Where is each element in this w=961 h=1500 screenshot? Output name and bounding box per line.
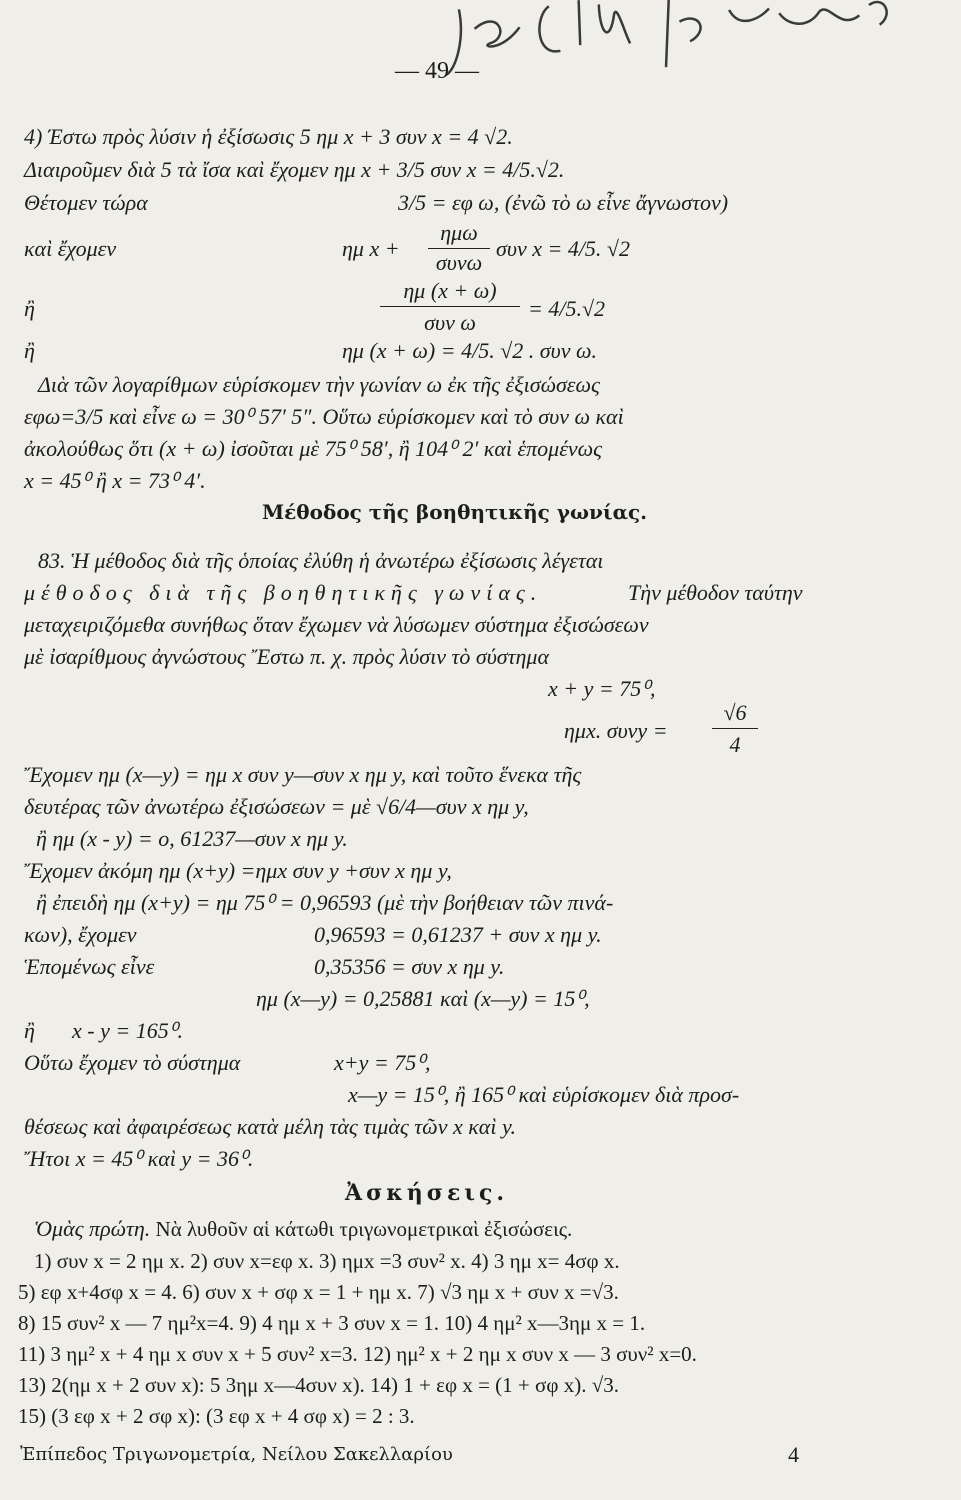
running-footer: Ἐπίπεδος Τριγωνομετρία, Νείλου Σακελλαρίου [20, 1444, 453, 1465]
fraction-numerator: √6 [723, 700, 747, 725]
exercise-instruction: Νὰ λυθοῦν αἱ κάτωθι τριγωνομετρικαὶ ἐξισώσεις. [150, 1217, 573, 1241]
text-line: ημ (x + ω) = 4/5. √2 . συν ω. [342, 338, 598, 363]
text-line: 83. Ἡ μέθοδος διὰ τῆς ὁποίας ἐλύθη ἡ ἀνωτέρω ἐξίσωσις λέγεται [38, 548, 604, 573]
handwritten-signature [439, 0, 902, 91]
signature-mark: 4 [788, 1442, 799, 1467]
section-heading: Μέθοδος τῆς βοηθητικῆς γωνίας. [262, 500, 648, 524]
fraction-bar [380, 306, 520, 307]
text-line: συν x = 4/5. √2 [496, 236, 631, 261]
exercise-line: 15) (3 εφ x + 2 σφ x): (3 εφ x + 4 σφ x) = 2 : 3. [18, 1404, 415, 1428]
text-line: Διὰ τῶν λογαρίθμων εὑρίσκομεν τὴν γωνίαν ω ἐκ τῆς ἐξισώσεως [38, 372, 600, 397]
text-line: x + y = 75⁰, [548, 676, 656, 701]
text-line: Ἔχομεν ἀκόμη ημ (x+y) =ημx συν y +συν x ημ y, [24, 858, 452, 883]
text-line: 0,96593 = 0,61237 + συν x ημ y. [314, 922, 602, 947]
text-line: = 4/5.√2 [528, 296, 606, 321]
text-line: μὲ ἰσαρίθμους ἀγνώστους Ἔστω π. χ. πρὸς λύσιν τὸ σύστημα [24, 644, 550, 669]
fraction-bar [428, 248, 490, 249]
exercise-group-label: Ὁμὰς πρώτη. [34, 1216, 151, 1241]
text-line: 0,35356 = συν x ημ y. [314, 954, 505, 979]
text-line: καὶ ἔχομεν [24, 236, 117, 261]
text-line: ἀκολούθως ὅτι (x + ω) ἰσοῦται μὲ 75⁰ 58′, ἢ 104⁰ 2′ καὶ ἑπομένως [24, 436, 603, 461]
text-line: Ἑπομένως εἶνε [24, 954, 155, 979]
exercise-line: 13) 2(ημ x + 2 συν x): 5 3ημ x—4συν x). 14) 1 + εφ x = (1 + σφ x). √3. [18, 1373, 619, 1397]
text-line: δευτέρας τῶν ἀνωτέρω ἐξισώσεων = μὲ √6/4—συν x ημ y, [24, 794, 529, 819]
text-line: ἢ [24, 338, 35, 363]
text-line: εφω=3/5 καὶ εἶνε ω = 30⁰ 57′ 5″. Οὕτω εὑρίσκομεν καὶ τὸ συν ω καὶ [24, 404, 624, 429]
text-line: 3/5 = εφ ω, (ἐνῶ τὸ ω εἶνε ἄγνωστον) [398, 190, 729, 215]
page-number: — 49 — [395, 58, 479, 84]
text-line: x+y = 75⁰, [334, 1050, 431, 1075]
text-line: ημx. συνy = [564, 718, 668, 743]
exercise-line: 11) 3 ημ² x + 4 ημ x συν x + 5 συν² x=3. 12) ημ² x + 2 ημ x συν x — 3 συν² x=0. [18, 1342, 697, 1366]
text-line: ἢ ημ (x - y) = ο, 61237—συν x ημ y. [36, 826, 348, 851]
text-line: Διαιροῦμεν διὰ 5 τὰ ἴσα καὶ ἔχομεν ημ x + 3/5 συν x = 4/5.√2. [24, 157, 565, 182]
text-line: ἢ [24, 296, 35, 321]
text-line: 4) Έστω πρὸς λύσιν ἡ ἐξίσωσις 5 ημ x + 3 συν x = 4 √2. [24, 124, 513, 149]
text-line: κων), ἔχομεν [24, 922, 137, 947]
text-line: ημ (x—y) = 0,25881 καὶ (x—y) = 15⁰, [256, 986, 590, 1011]
fraction-denominator: συνω [435, 250, 483, 275]
text-line: Ἔχομεν ημ (x—y) = ημ x συν y—συν x ημ y, καὶ τοῦτο ἕνεκα τῆς [24, 762, 582, 787]
fraction-numerator: ημω [440, 220, 478, 245]
text-line: μεταχειριζόμεθα συνήθως ὅταν ἔχωμεν νὰ λύσωμεν σύστημα ἐξισώσεων [24, 612, 649, 637]
exercises-heading: Ἀσκήσεις. [345, 1180, 509, 1206]
text-line: Θέτομεν τώρα [24, 190, 148, 215]
exercise-line: 5) εφ x+4σφ x = 4. 6) συν x + σφ x = 1 + ημ x. 7) √3 ημ x + συν x =√3. [18, 1280, 619, 1304]
text-line: ἢ ἐπειδὴ ημ (x+y) = ημ 75⁰ = 0,96593 (μὲ τὴν βοήθειαν τῶν πινά- [36, 890, 614, 915]
text-line: Ἤτοι x = 45⁰ καὶ y = 36⁰. [24, 1146, 254, 1171]
exercise-line: 8) 15 συν² x — 7 ημ²x=4. 9) 4 ημ x + 3 συν x = 1. 10) 4 ημ² x—3ημ x = 1. [18, 1311, 646, 1335]
spaced-term: μέθοδος διὰ τῆς βοηθητικῆς γωνίας. [24, 580, 543, 605]
text-line: x - y = 165⁰. [72, 1018, 184, 1043]
exercise-line: 1) συν x = 2 ημ x. 2) συν x=εφ x. 3) ημx =3 συν² x. 4) 3 ημ x= 4σφ x. [34, 1249, 620, 1273]
text-line: Τὴν μέθοδον ταύτην [628, 580, 803, 605]
text-line: ημ x + [342, 236, 400, 261]
text-line: Οὕτω ἔχομεν τὸ σύστημα [24, 1050, 241, 1075]
signature-scribble [439, 0, 902, 80]
text-line: θέσεως καὶ ἀφαιρέσεως κατὰ μέλη τὰς τιμὰς τῶν x καὶ y. [24, 1114, 517, 1139]
fraction-denominator: 4 [729, 732, 741, 757]
fraction-bar [712, 728, 758, 729]
exercise-intro [34, 1216, 572, 1242]
text-line: ἢ [24, 1018, 35, 1043]
text-line: x—y = 15⁰, ἢ 165⁰ καὶ εὑρίσκομεν διὰ προσ- [348, 1082, 740, 1107]
fraction-numerator: ημ (x + ω) [403, 278, 497, 303]
fraction-denominator: συν ω [424, 310, 476, 335]
text-line: x = 45⁰ ἢ x = 73⁰ 4′. [24, 468, 206, 493]
